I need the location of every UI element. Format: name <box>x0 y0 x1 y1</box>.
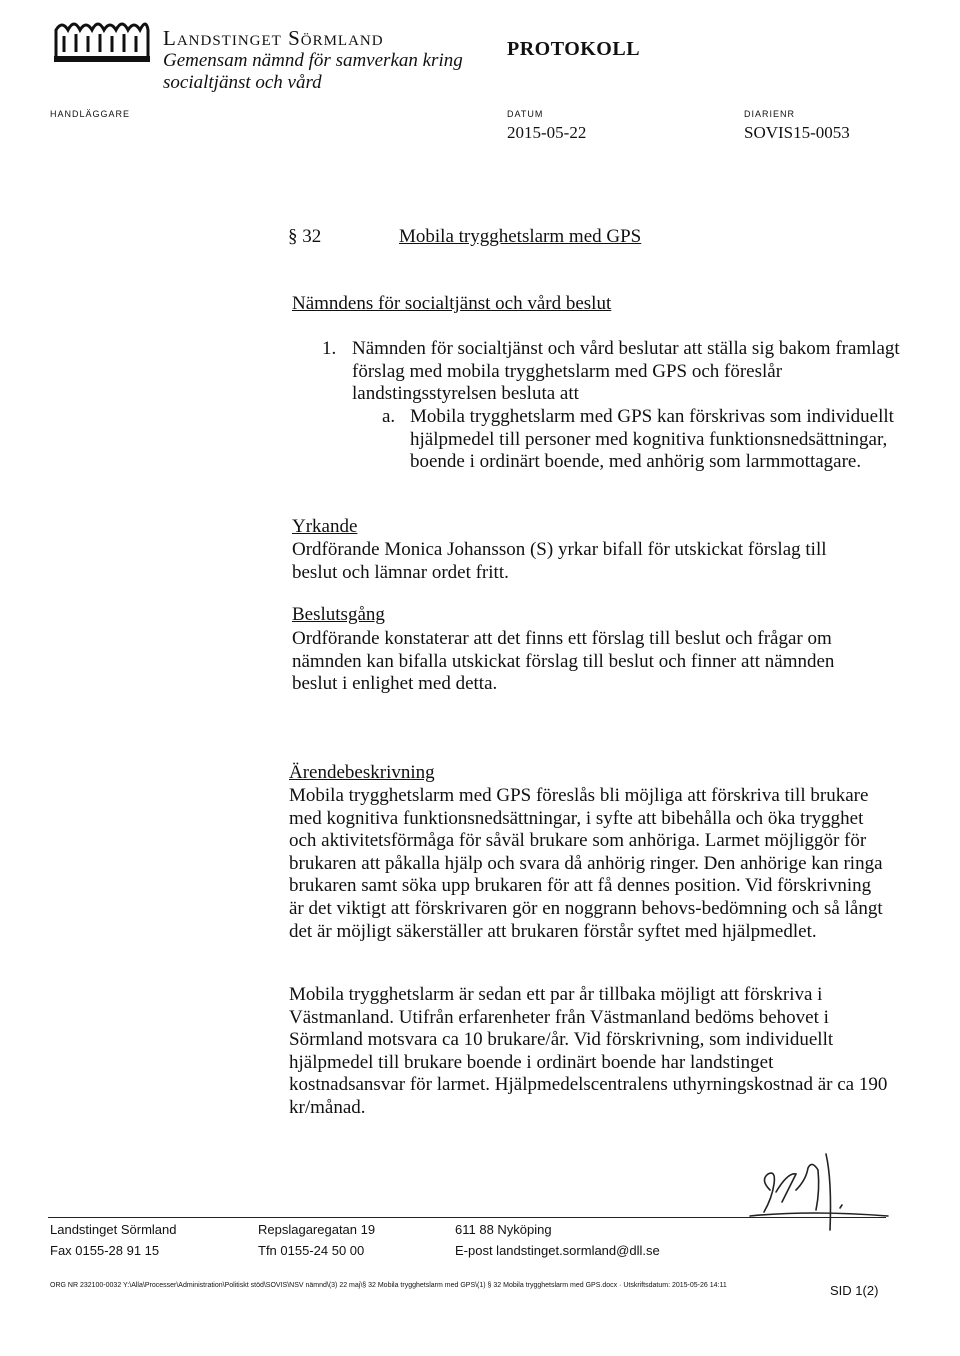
arende-heading: Ärendebeskrivning <box>289 762 435 783</box>
arende-text-1: Mobila trygghetslarm med GPS föreslås bli möjliga att förskriva till brukare med kognitiva funktionsnedsättningar, i syfte att bibehålla och öka trygghet och aktivitetsförmåga för såväl brukare som anhöriga. Larmet möjliggör för brukaren att påkalla hjälp och svara då anhörig ringer. Den anhörige kan ringa brukaren samt söka upp brukaren för att få dennes position. Vid förskrivning är det viktigt att förskrivaren gör en noggrann behovs-bedömning och så långt det är möjligt säkerställer att brukaren förstår syftet med hjälpmedlet. <box>289 785 883 942</box>
org-name: Landstinget Sörmland <box>163 26 384 50</box>
beslutsgang-text: Ordförande konstaterar att det finns ett förslag till beslut och frågar om nämnden kan bifalla utskickat förslag till beslut och finner att nämnden beslut i enlighet med detta. <box>292 628 835 695</box>
beslutsgang-heading: Beslutsgång <box>292 604 385 625</box>
sub-letter: a. <box>382 406 396 427</box>
datum-label: DATUM <box>507 109 544 119</box>
footer-fax: Fax 0155-28 91 15 <box>50 1243 160 1258</box>
list-number: 1. <box>322 338 337 359</box>
footer-divider <box>48 1217 886 1218</box>
signature-image <box>730 1150 890 1235</box>
beslut-item-text: Nämnden för socialtjänst och vård beslutar att ställa sig bakom framlagt förslag med mobila trygghetslarm med GPS och föreslår landstingsstyrelsen besluta att <box>352 338 900 405</box>
footer-org: Landstinget Sörmland <box>50 1222 177 1237</box>
org-subtitle: Gemensam nämnd för samverkan kring socialtjänst och vård <box>163 50 463 93</box>
diarienr-value: SOVIS15-0053 <box>744 123 850 142</box>
yrkande-heading: Yrkande <box>292 516 358 537</box>
diarienr-label: DIARIENR <box>744 109 796 119</box>
arende-text-2: Mobila trygghetslarm är sedan ett par år tillbaka möjligt att förskriva i Västmanland. Utifrån erfarenheter från Västmanland bedöms behovet i Sörmland motsvara ca 10 brukare/år. Vid förskrivning, som individuellt hjälpmedel till brukare boende i ordinärt boende har landstinget kostnadsansvar för larmet. Hjälpmedelscentralens uthyrningskostnad är ca 190 kr/månad. <box>289 984 888 1118</box>
footer-address: Repslagaregatan 19 <box>258 1222 376 1237</box>
footer-phone: Tfn 0155-24 50 00 <box>258 1243 365 1258</box>
page-number: SID 1(2) <box>830 1283 879 1298</box>
paragraph-title: Mobila trygghetslarm med GPS <box>399 226 642 247</box>
datum-value: 2015-05-22 <box>507 123 587 142</box>
paragraph-number: § 32 <box>288 226 322 247</box>
yrkande-text: Ordförande Monica Johansson (S) yrkar bifall för utskickat förslag till beslut och lämnar ordet fritt. <box>292 539 827 583</box>
footer-email: E-post landstinget.sormland@dll.se <box>455 1243 660 1258</box>
file-reference: ORG NR 232100-0032 Y:\Alla\Processer\Administration\Politiskt stöd\SOVIS\NSV nämnd\(3) 22 maj\§ 32 Mobila trygghetslarm med GPS\(1) § 32 Mobila trygghetslarm med GPS.docx · Utskriftsdatum: 2015-05-26 14:11 <box>50 1282 727 1289</box>
crown-icon <box>50 12 154 64</box>
handlaggare-label: HANDLÄGGARE <box>50 109 131 119</box>
beslut-sub-text: Mobila trygghetslarm med GPS kan förskrivas som individuellt hjälpmedel till personer med kognitiva funktionsnedsättningar, boende i ordinärt boende, med anhörig som larmmottagare. <box>410 406 894 473</box>
footer-city: 611 88 Nyköping <box>455 1222 552 1237</box>
document-type: PROTOKOLL <box>507 38 641 60</box>
beslut-heading: Nämndens för socialtjänst och vård beslut <box>292 293 612 314</box>
